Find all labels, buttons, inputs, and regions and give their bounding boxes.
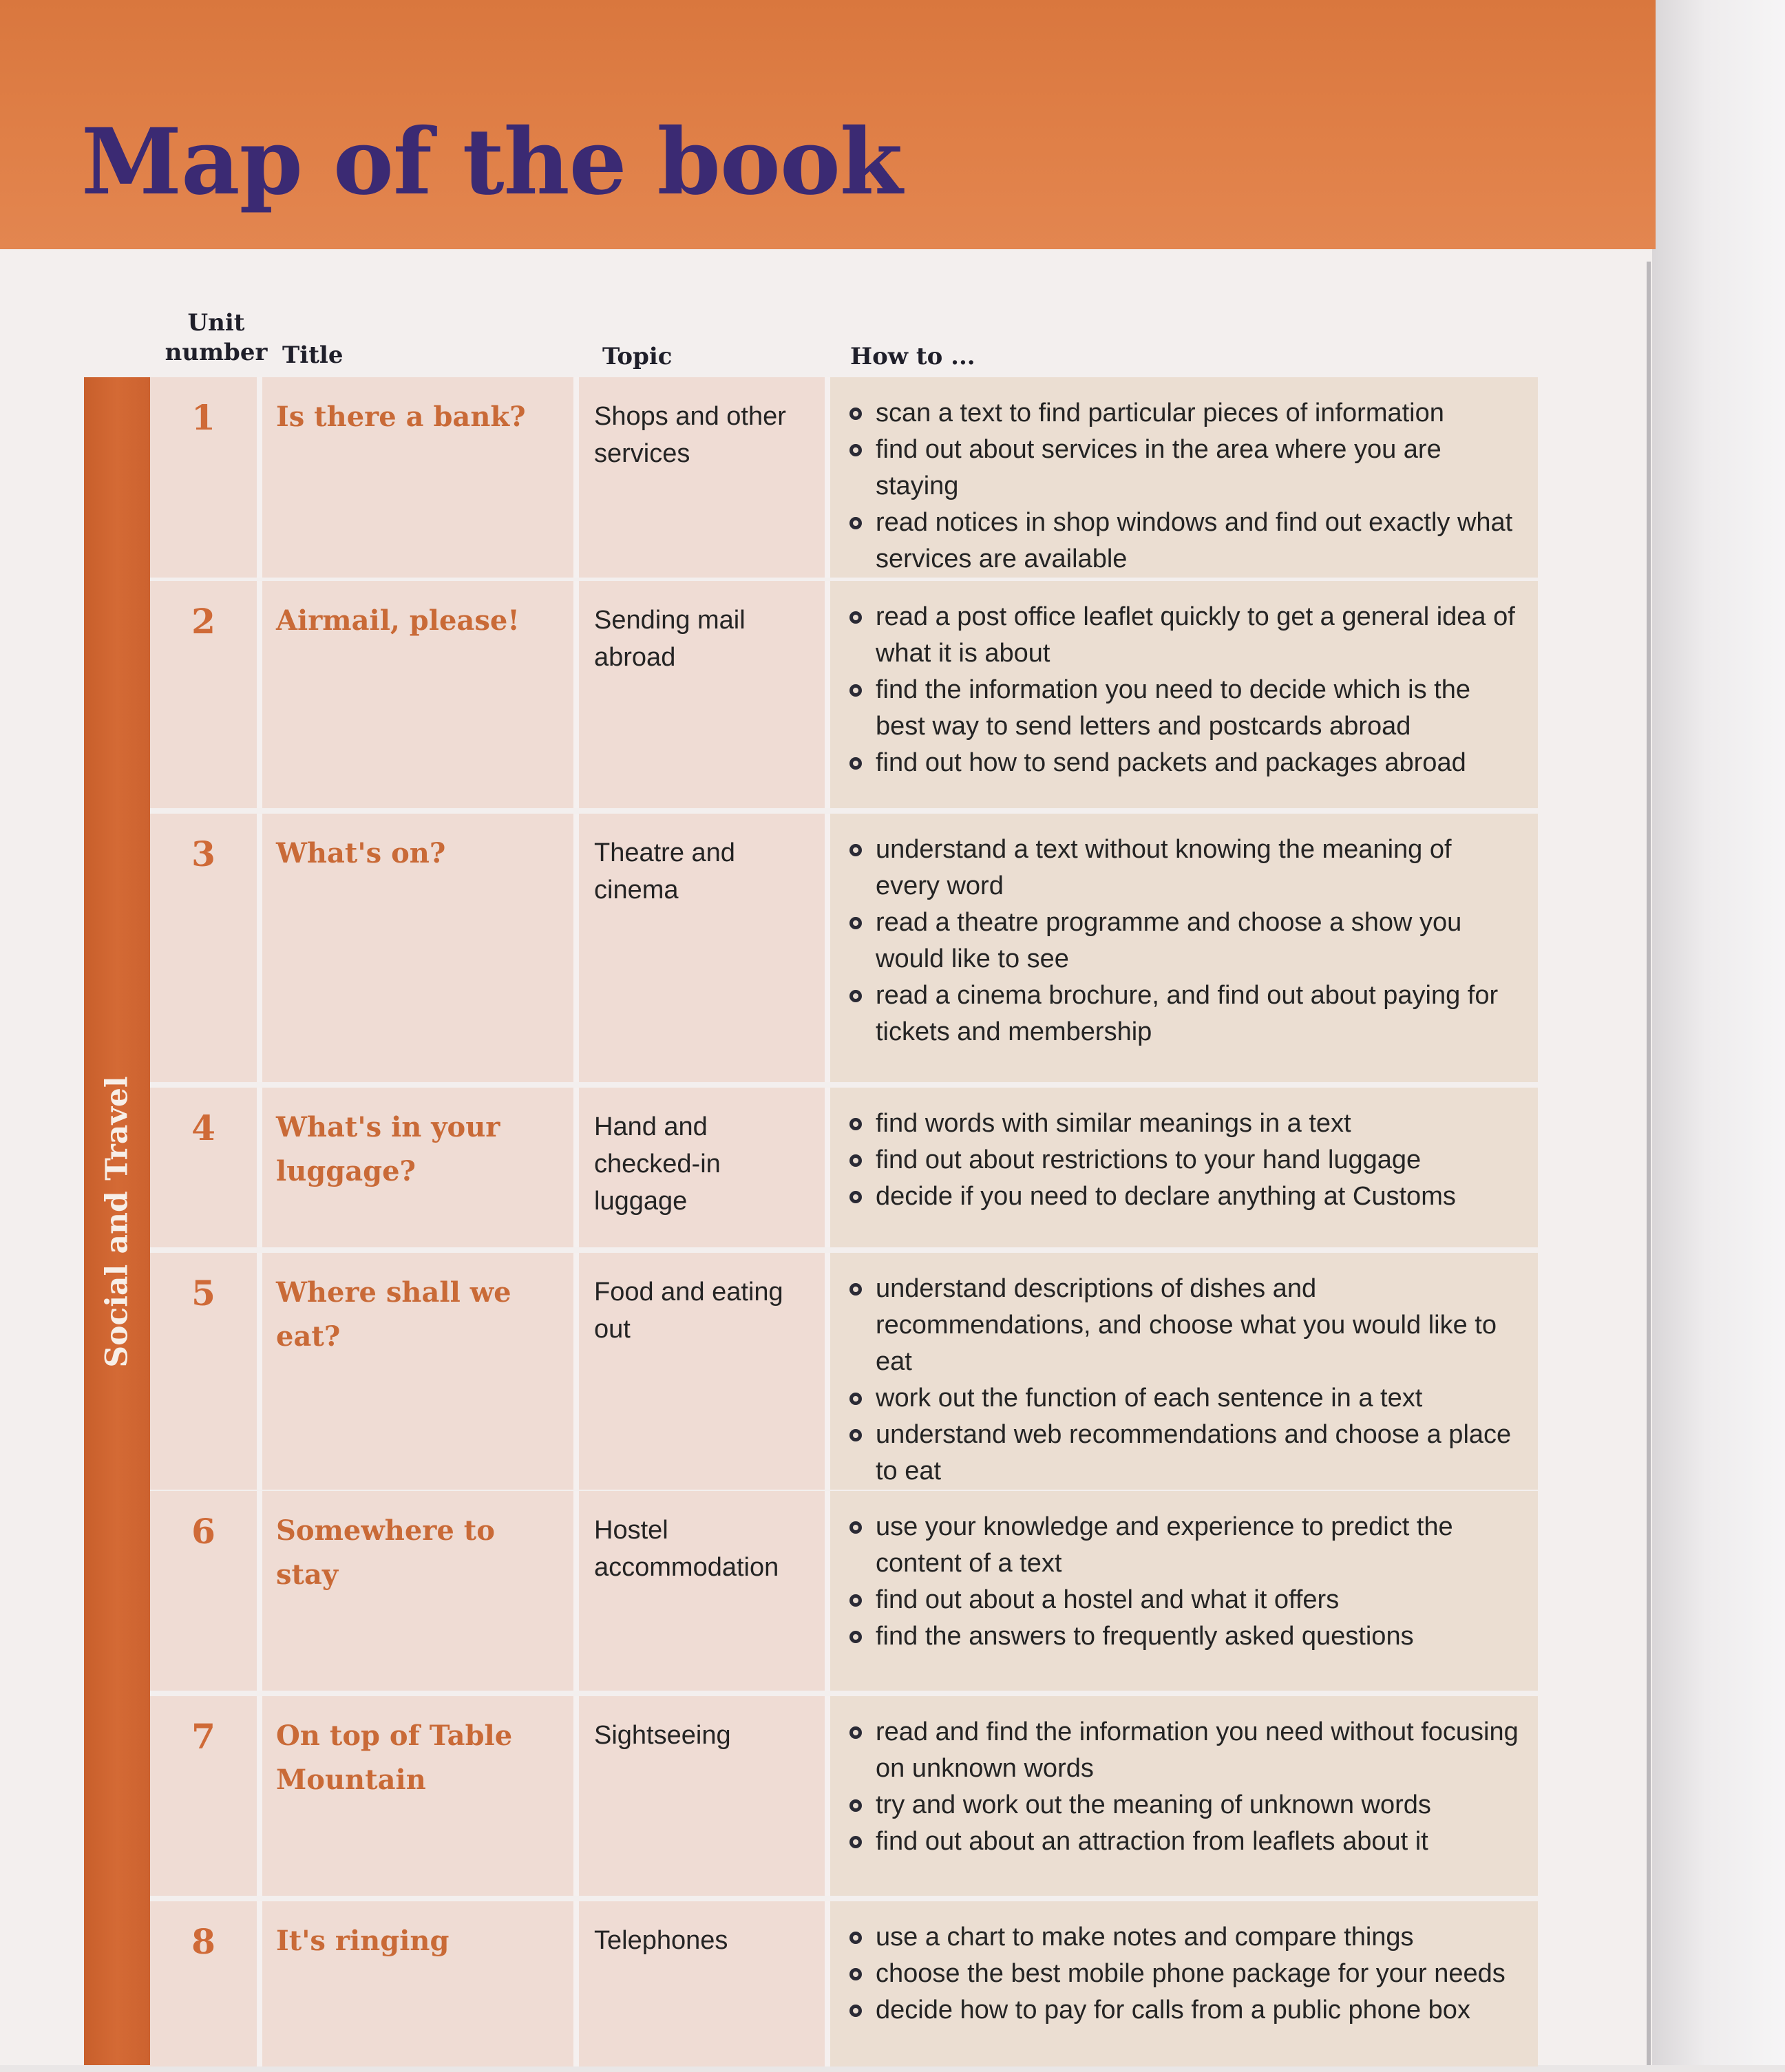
howto-text: read a theatre programme and choose a show you would like to see	[876, 908, 1462, 973]
circle-bullet-icon	[849, 1594, 862, 1607]
howto-text: use your knowledge and experience to predict the content of a text	[876, 1512, 1453, 1578]
howto-list	[830, 1919, 1538, 2029]
circle-bullet-icon	[849, 1631, 862, 1643]
howto-item	[845, 1992, 1519, 2029]
howto-item	[845, 905, 1519, 977]
howto-item	[845, 599, 1519, 672]
unit-number: 3	[191, 834, 215, 874]
howto-item	[845, 1417, 1519, 1490]
howto-list	[830, 395, 1538, 578]
circle-bullet-icon	[849, 408, 862, 420]
unit-topic: Shops and other services	[594, 402, 786, 468]
header-band	[0, 0, 1656, 249]
howto-item	[845, 977, 1519, 1050]
howto-item	[845, 1823, 1519, 1860]
unit-row	[150, 1253, 1538, 1486]
howto-text: understand a text without knowing the meaning of every word	[876, 835, 1452, 900]
unit-title: What's in your luggage?	[276, 1111, 500, 1187]
howto-text: decide if you need to declare anything at Customs	[876, 1182, 1456, 1211]
howto-list	[830, 1509, 1538, 1655]
circle-bullet-icon	[849, 1118, 862, 1130]
unit-row	[150, 814, 1538, 1082]
column-header-title: Title	[282, 341, 344, 369]
circle-bullet-icon	[849, 844, 862, 856]
unit-topic: Telephones	[594, 1926, 728, 1955]
unit-number: 4	[191, 1108, 215, 1148]
howto-item	[845, 1714, 1519, 1787]
circle-bullet-icon	[849, 1836, 862, 1848]
units-table	[150, 377, 1538, 2072]
unit-title: Airmail, please!	[276, 604, 520, 637]
circle-bullet-icon	[849, 1932, 862, 1944]
unit-howto-cell	[830, 581, 1538, 808]
unit-title: It's ringing	[276, 1925, 450, 1957]
unit-title: Is there a bank?	[276, 401, 526, 433]
circle-bullet-icon	[849, 1283, 862, 1296]
unit-topic-cell	[579, 1696, 830, 1896]
howto-text: find out about a hostel and what it offers	[876, 1585, 1340, 1614]
unit-topic: Hand and checked-in luggage	[594, 1112, 721, 1216]
howto-list	[830, 1714, 1538, 1860]
howto-text: find out how to send packets and packages abroad	[876, 748, 1466, 777]
howto-item	[845, 1618, 1519, 1655]
unit-number-cell	[150, 814, 262, 1082]
howto-text: scan a text to find particular pieces of information	[876, 399, 1444, 427]
circle-bullet-icon	[849, 1521, 862, 1534]
circle-bullet-icon	[849, 1429, 862, 1441]
howto-item	[845, 1271, 1519, 1380]
column-header-unit-number: Unit number	[165, 309, 268, 366]
howto-text: read notices in shop windows and find out exactly what services are available	[876, 508, 1513, 573]
column-header-topic: Topic	[602, 343, 673, 370]
circle-bullet-icon	[849, 2005, 862, 2017]
howto-text: understand descriptions of dishes and recommendations, and choose what you would like to eat	[876, 1274, 1497, 1376]
page-title: Map of the book	[81, 109, 902, 215]
unit-number: 7	[191, 1716, 215, 1757]
unit-title-cell	[262, 1901, 579, 2066]
circle-bullet-icon	[849, 990, 862, 1002]
unit-title: On top of Table Mountain	[276, 1720, 513, 1796]
unit-title: Somewhere to stay	[276, 1514, 495, 1591]
unit-title: What's on?	[276, 837, 446, 869]
unit-number: 6	[191, 1511, 215, 1552]
unit-title-cell	[262, 1253, 579, 1490]
unit-row	[150, 1491, 1538, 1691]
howto-text: read and find the information you need without focusing on unknown words	[876, 1717, 1519, 1783]
unit-row	[150, 1696, 1538, 1896]
circle-bullet-icon	[849, 444, 862, 456]
howto-text: find words with similar meanings in a text	[876, 1109, 1351, 1138]
unit-number-cell	[150, 581, 262, 808]
howto-text: understand web recommendations and choose a place to eat	[876, 1420, 1512, 1486]
unit-topic-cell	[579, 1491, 830, 1691]
section-label: Social and Travel	[99, 1076, 135, 1368]
unit-title-cell	[262, 581, 579, 808]
howto-item	[845, 1142, 1519, 1178]
howto-text: find out about restrictions to your hand luggage	[876, 1145, 1422, 1174]
howto-item	[845, 395, 1519, 432]
circle-bullet-icon	[849, 684, 862, 697]
howto-text: work out the function of each sentence in a text	[876, 1384, 1423, 1413]
howto-item	[845, 1106, 1519, 1142]
howto-item	[845, 1787, 1519, 1823]
unit-topic-cell	[579, 1253, 830, 1490]
unit-number-cell	[150, 1253, 262, 1490]
unit-topic: Sending mail abroad	[594, 606, 746, 672]
circle-bullet-icon	[849, 517, 862, 529]
howto-text: choose the best mobile phone package for your needs	[876, 1959, 1506, 1988]
unit-number-cell	[150, 1901, 262, 2066]
unit-number-cell	[150, 1088, 262, 1247]
unit-number-cell	[150, 1491, 262, 1691]
unit-topic-cell	[579, 1088, 830, 1247]
unit-howto-cell	[830, 1901, 1538, 2066]
howto-text: try and work out the meaning of unknown words	[876, 1790, 1431, 1819]
unit-title-cell	[262, 1088, 579, 1247]
circle-bullet-icon	[849, 1726, 862, 1739]
unit-row	[150, 1901, 1538, 2066]
circle-bullet-icon	[849, 757, 862, 770]
unit-topic: Theatre and cinema	[594, 838, 735, 905]
unit-title: Where shall we eat?	[276, 1276, 511, 1353]
unit-title-cell	[262, 1491, 579, 1691]
circle-bullet-icon	[849, 917, 862, 929]
circle-bullet-icon	[849, 1393, 862, 1405]
howto-item	[845, 832, 1519, 905]
unit-howto-cell	[830, 377, 1538, 578]
unit-row	[150, 377, 1538, 575]
circle-bullet-icon	[849, 1968, 862, 1980]
unit-number: 1	[191, 397, 215, 438]
howto-item	[845, 505, 1519, 578]
circle-bullet-icon	[849, 1191, 862, 1203]
unit-topic-cell	[579, 581, 830, 808]
unit-topic-cell	[579, 377, 830, 578]
unit-howto-cell	[830, 1253, 1538, 1490]
unit-topic-cell	[579, 814, 830, 1082]
howto-text: find the information you need to decide which is the best way to send letters and postcards abroad	[876, 675, 1470, 741]
unit-title-cell	[262, 1696, 579, 1896]
howto-text: decide how to pay for calls from a public phone box	[876, 1996, 1470, 2025]
howto-item	[845, 1509, 1519, 1582]
page-edge	[1652, 0, 1785, 2065]
unit-title-cell	[262, 377, 579, 578]
unit-howto-cell	[830, 1696, 1538, 1896]
unit-number-cell	[150, 1696, 262, 1896]
howto-list	[830, 1271, 1538, 1490]
howto-text: read a cinema brochure, and find out about paying for tickets and membership	[876, 981, 1499, 1046]
circle-bullet-icon	[849, 1799, 862, 1812]
howto-item	[845, 1956, 1519, 1992]
howto-text: find out about an attraction from leaflets about it	[876, 1827, 1428, 1856]
howto-item	[845, 432, 1519, 505]
howto-item	[845, 1178, 1519, 1215]
unit-row	[150, 581, 1538, 808]
unit-row	[150, 1088, 1538, 1247]
howto-text: read a post office leaflet quickly to get a general idea of what it is about	[876, 602, 1515, 668]
howto-list	[830, 1106, 1538, 1215]
unit-topic-cell	[579, 1901, 830, 2066]
unit-title-cell	[262, 814, 579, 1082]
howto-item	[845, 672, 1519, 745]
howto-text: find the answers to frequently asked questions	[876, 1622, 1414, 1651]
unit-number: 5	[191, 1273, 215, 1313]
howto-list	[830, 599, 1538, 781]
unit-number: 2	[191, 601, 215, 642]
howto-item	[845, 745, 1519, 781]
unit-number: 8	[191, 1921, 215, 1962]
unit-topic: Sightseeing	[594, 1721, 731, 1750]
unit-howto-cell	[830, 814, 1538, 1082]
column-header-how-to: How to ...	[850, 343, 975, 370]
unit-topic: Hostel accommodation	[594, 1516, 779, 1582]
howto-item	[845, 1582, 1519, 1618]
howto-item	[845, 1380, 1519, 1417]
howto-text: find out about services in the area where you are staying	[876, 435, 1441, 500]
unit-number-cell	[150, 377, 262, 578]
howto-text: use a chart to make notes and compare things	[876, 1923, 1414, 1952]
howto-list	[830, 832, 1538, 1050]
unit-topic: Food and eating out	[594, 1278, 783, 1344]
unit-howto-cell	[830, 1491, 1538, 1691]
unit-howto-cell	[830, 1088, 1538, 1247]
howto-item	[845, 1919, 1519, 1956]
circle-bullet-icon	[849, 1154, 862, 1167]
circle-bullet-icon	[849, 611, 862, 624]
page-edge-line	[1647, 262, 1651, 2065]
